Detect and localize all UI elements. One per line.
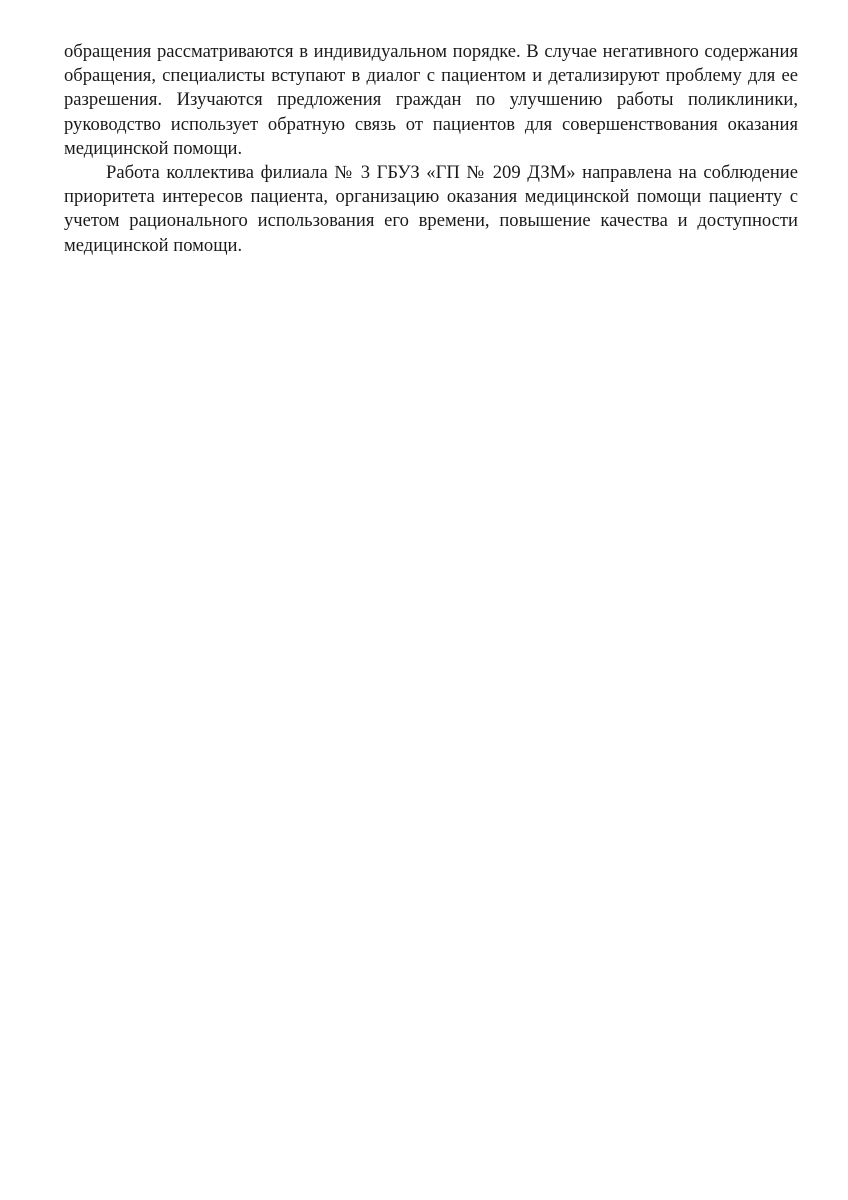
paragraph-branch-work: Работа коллектива филиала № 3 ГБУЗ «ГП № 209 ДЗМ» направлена на соблюдение приоритета интересов пациента, организацию оказания медицинской помощи пациенту с учетом рационального использования его времени, повышение качества и доступности медицинской помощи. <box>64 162 798 256</box>
document-body <box>64 40 798 258</box>
paragraph-continuation: обращения рассматриваются в индивидуальном порядке. В случае негативного содержания обращения, специалисты вступают в диалог с пациентом и детализируют проблему для ее разрешения. Изучаются предложения граждан по улучшению работы поликлиники, руководство использует обратную связь от пациентов для совершенствования оказания медицинской помощи. <box>64 41 798 159</box>
